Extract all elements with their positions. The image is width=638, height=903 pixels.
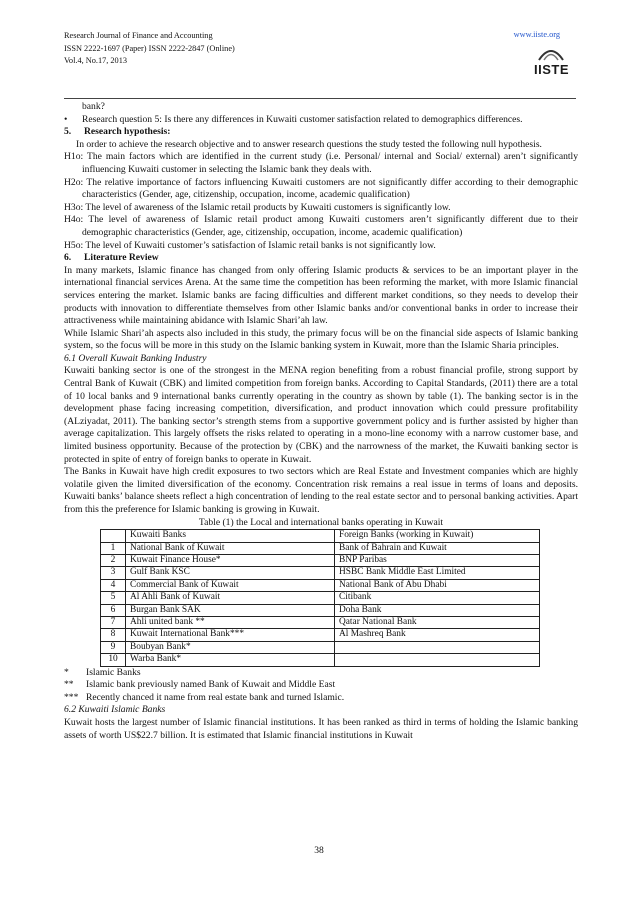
table-cell: 5: [101, 592, 126, 604]
table-row: [101, 555, 540, 567]
table-row: [101, 579, 540, 591]
islamic-banks-paragraph: Kuwait hosts the largest number of Islamic financial institutions. It has been ranked as third in terms of holding the Islamic banking assets of worth US$22.7 billion. It is estimated that Islamic financial institutions in Kuwait: [64, 717, 578, 741]
section-5-heading: [64, 126, 578, 139]
table-row: [101, 567, 540, 579]
banking-industry-paragraph-1: Kuwaiti banking sector is one of the strongest in the MENA region benefiting from a robust financial profile, strong support by Central Bank of Kuwait (CBK) and limited competition from foreign banks. According to Capital Standards, (2011) there are a total of 10 local banks and 9 international banks currently operating in the country as shown by table (1). The banking sector is in the development phase facing increasing competition, diversification, and product innovation which could pressure profitability (ALziyadat, 2011). The banking sector’s strength stems from a supportive government policy and is further assisted by higher than average capitalization. This largely offsets the risks related to operating in a mono-line economy with a narrow customer base, and limited business opportunity. Because of the protection by (CBK) and the narrowness of the market, the Kuwaiti banking sector is protected in spite of entry of foreign banks to operate in Kuwait.: [64, 365, 578, 465]
literature-paragraph-1: In many markets, Islamic finance has changed from only offering Islamic products & services to be an important player in the international financial services Arena. At the same time the competition has been reforming the market, with more Islamic financial services entering the market. Islamic banks are facing difficulties and different market conditions, so they needs to develop their products with innovation to differentiate themselves from other Islamic banks and/or conventional banks in order to increase their attractiveness while maintaining abidance with Islamic Shari’ah law.: [64, 264, 578, 327]
table-row: [101, 654, 540, 666]
table-cell: National Bank of Abu Dhabi: [335, 579, 540, 591]
hypothesis-intro: In order to achieve the research objective and to answer research questions the study tested the following null hypothesis.: [76, 138, 542, 150]
hypothesis-h2: H2o: The relative importance of factors influencing Kuwaiti customers are not significantly differ according to their demographic characteristics (Gender, age, citizenship, occupation, income, academic qualification): [64, 176, 578, 201]
page-body: [64, 101, 578, 742]
hypothesis-h3: H3o: The level of awareness of the Islamic retail products by Kuwaiti customers is significantly low.: [64, 201, 451, 213]
table-cell: Ahli united bank **: [126, 617, 335, 629]
hypothesis-h1: H1o: The main factors which are identified in the current study (i.e. Personal/ internal and Social/ external) aren’t significantly influencing Kuwaiti customer in selecting the Islamic bank they deals with.: [64, 151, 578, 175]
table-footnotes: [64, 667, 578, 705]
subsection-6-1-title: 6.1 Overall Kuwait Banking Industry: [64, 352, 207, 364]
table-header-cell: Kuwaiti Banks: [126, 530, 335, 542]
hypothesis-h4: H4o: The level of awareness of Islamic retail product among Kuwaiti customers aren’t significantly different due to their demographic characteristics (Gender, age, citizenship, occupation, income, academic qualification): [64, 214, 578, 238]
literature-paragraph-2: While Islamic Shari’ah aspects also included in this study, the primary focus will be on the financial side aspects of Islamic banking system, so the focus will be more in this study on the Islamic banking system in Kuwait, more than the Islamic Sharia principles.: [64, 327, 578, 352]
table-cell: Al Ahli Bank of Kuwait: [126, 592, 335, 604]
footnote-marker: *: [64, 666, 69, 678]
table-cell: Al Mashreq Bank: [335, 629, 540, 641]
journal-url-link[interactable]: www.iiste.org: [513, 30, 560, 39]
research-question-5: [64, 114, 578, 127]
footnote-text: Islamic Banks: [86, 666, 141, 678]
table-row: [101, 629, 540, 641]
table-cell: Bank of Bahrain and Kuwait: [335, 542, 540, 554]
research-question-5-text: Research question 5: Is there any differences in Kuwaiti customer satisfaction related to demographics differences.: [82, 113, 523, 125]
footnote: [64, 679, 578, 692]
journal-issn: ISSN 2222-1697 (Paper) ISSN 2222-2847 (Online): [64, 43, 235, 53]
table-cell: 8: [101, 629, 126, 641]
table-cell: Boubyan Bank*: [126, 641, 335, 653]
journal-name: Research Journal of Finance and Accounting: [64, 31, 213, 40]
table-cell: 3: [101, 567, 126, 579]
table-cell: Qatar National Bank: [335, 617, 540, 629]
section-6-heading: [64, 252, 578, 265]
header-divider: [64, 98, 576, 99]
table-cell: [335, 654, 540, 666]
table-row: [101, 617, 540, 629]
table-cell: 7: [101, 617, 126, 629]
table-row: [101, 542, 540, 554]
hypothesis-h5: H5o: The level of Kuwaiti customer’s satisfaction of Islamic retail banks is not significantly low.: [64, 239, 436, 251]
table-cell: BNP Paribas: [335, 555, 540, 567]
table-cell: Warba Bank*: [126, 654, 335, 666]
banks-table: [100, 529, 540, 666]
table-cell: HSBC Bank Middle East Limited: [335, 567, 540, 579]
section-5-number: 5.: [64, 126, 72, 138]
logo-wordmark: IISTE: [534, 62, 570, 77]
table-cell: 10: [101, 654, 126, 666]
section-6-number: 6.: [64, 252, 72, 264]
logo-arc-icon: [536, 44, 566, 62]
bullet-icon: •: [64, 113, 68, 125]
footnote-marker: ***: [64, 691, 79, 703]
table-row: [101, 641, 540, 653]
table-caption: Table (1) the Local and international banks operating in Kuwait: [198, 516, 444, 528]
footnote: [64, 667, 578, 680]
table-cell: Burgan Bank SAK: [126, 604, 335, 616]
table-header-row: [101, 530, 540, 542]
table-cell: National Bank of Kuwait: [126, 542, 335, 554]
footnote: [64, 692, 578, 705]
table-cell: 2: [101, 555, 126, 567]
table-cell: 1: [101, 542, 126, 554]
table-cell: [335, 641, 540, 653]
banking-industry-paragraph-2: The Banks in Kuwait have high credit exposures to two sectors which are Real Estate and Investment companies which are highly volatile given the limited diversification of the economy. Concentration risk remains a real issue in terms of loans and deposits. Kuwaiti banks’ balance sheets reflect a high concentration of lending to the real estate sector and to personal banking activities. Apart from this the preference for Islamic banking is growing in Kuwait.: [64, 466, 578, 515]
table-cell: Gulf Bank KSC: [126, 567, 335, 579]
subsection-6-2-title: 6.2 Kuwaiti Islamic Banks: [64, 704, 166, 716]
section-6-title: Literature Review: [84, 252, 159, 264]
table-cell: Citibank: [335, 592, 540, 604]
continued-text: bank?: [82, 101, 105, 112]
table-row: [101, 592, 540, 604]
page-number: 38: [314, 845, 324, 856]
table-header-cell: Foreign Banks (working in Kuwait): [335, 530, 540, 542]
table-cell: Doha Bank: [335, 604, 540, 616]
section-5-title: Research hypothesis:: [84, 126, 171, 138]
table-cell: 4: [101, 579, 126, 591]
journal-volume: Vol.4, No.17, 2013: [64, 56, 127, 65]
table-row: [101, 604, 540, 616]
table-header-cell: [101, 530, 126, 542]
footnote-text: Recently chanced it name from real estate bank and turned Islamic.: [86, 691, 345, 703]
table-cell: Commercial Bank of Kuwait: [126, 579, 335, 591]
iiste-logo: [532, 42, 572, 78]
table-cell: Kuwait International Bank***: [126, 629, 335, 641]
table-cell: Kuwait Finance House*: [126, 555, 335, 567]
footnote-text: Islamic bank previously named Bank of Kuwait and Middle East: [86, 679, 336, 691]
footnote-marker: **: [64, 679, 74, 691]
journal-header: [64, 30, 576, 96]
table-cell: 6: [101, 604, 126, 616]
table-cell: 9: [101, 641, 126, 653]
